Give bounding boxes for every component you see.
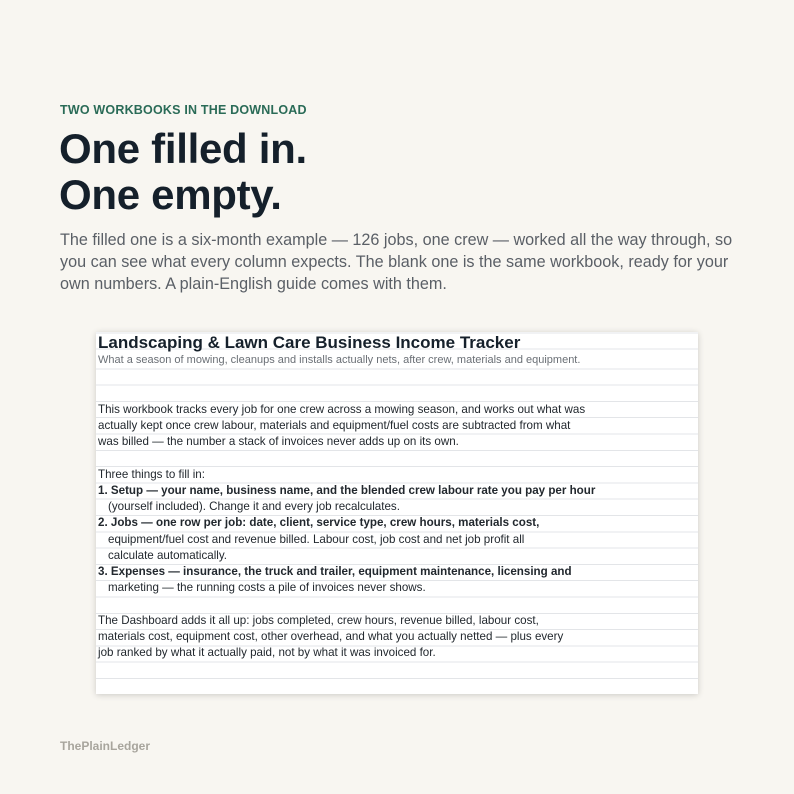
intro-line: This workbook tracks every job for one crew across a mowing season, and works out what was	[98, 403, 586, 416]
intro-line: was billed — the number a stack of invoices never adds up on its own.	[98, 435, 459, 448]
sheet-subtitle: What a season of mowing, cleanups and installs actually nets, after crew, materials and equipment.	[98, 354, 581, 366]
step-3-detail: marketing — the running costs a pile of invoices never shows.	[108, 581, 426, 594]
lede-paragraph: The filled one is a six-month example — 126 jobs, one crew — worked all the way through, so you can see what every column expects. The blank one is the same workbook, ready for your own numbers. A plain-English guide comes with them.	[60, 231, 733, 293]
sheet-title: Landscaping & Lawn Care Business Income Tracker	[98, 333, 521, 352]
spreadsheet-preview	[96, 332, 698, 694]
fill-heading: Three things to fill in:	[98, 468, 205, 481]
headline-line-2: One empty.	[59, 171, 282, 218]
step-1-heading: 1. Setup — your name, business name, and the blended crew labour rate you pay per hour	[98, 484, 596, 497]
headline-line-1: One filled in.	[59, 125, 307, 172]
step-2-detail: calculate automatically.	[108, 549, 227, 562]
step-2-detail: equipment/fuel cost and revenue billed. Labour cost, job cost and net job profit all	[108, 533, 525, 546]
step-3-heading: 3. Expenses — insurance, the truck and trailer, equipment maintenance, licensing and	[98, 565, 572, 578]
headline	[59, 126, 307, 218]
dashboard-line: The Dashboard adds it all up: jobs completed, crew hours, revenue billed, labour cost,	[98, 614, 539, 627]
intro-line: actually kept once crew labour, materials and equipment/fuel costs are subtracted from what	[98, 419, 571, 432]
step-1-detail: (yourself included). Change it and every job recalculates.	[108, 500, 400, 513]
dashboard-line: job ranked by what it actually paid, not by what it was invoiced for.	[98, 646, 436, 659]
eyebrow-label: TWO WORKBOOKS IN THE DOWNLOAD	[60, 103, 307, 117]
brand-name: ThePlainLedger	[60, 739, 151, 753]
dashboard-line: materials cost, equipment cost, other overhead, and what you actually netted — plus every	[98, 630, 564, 643]
step-2-heading: 2. Jobs — one row per job: date, client, service type, crew hours, materials cost,	[98, 516, 540, 529]
